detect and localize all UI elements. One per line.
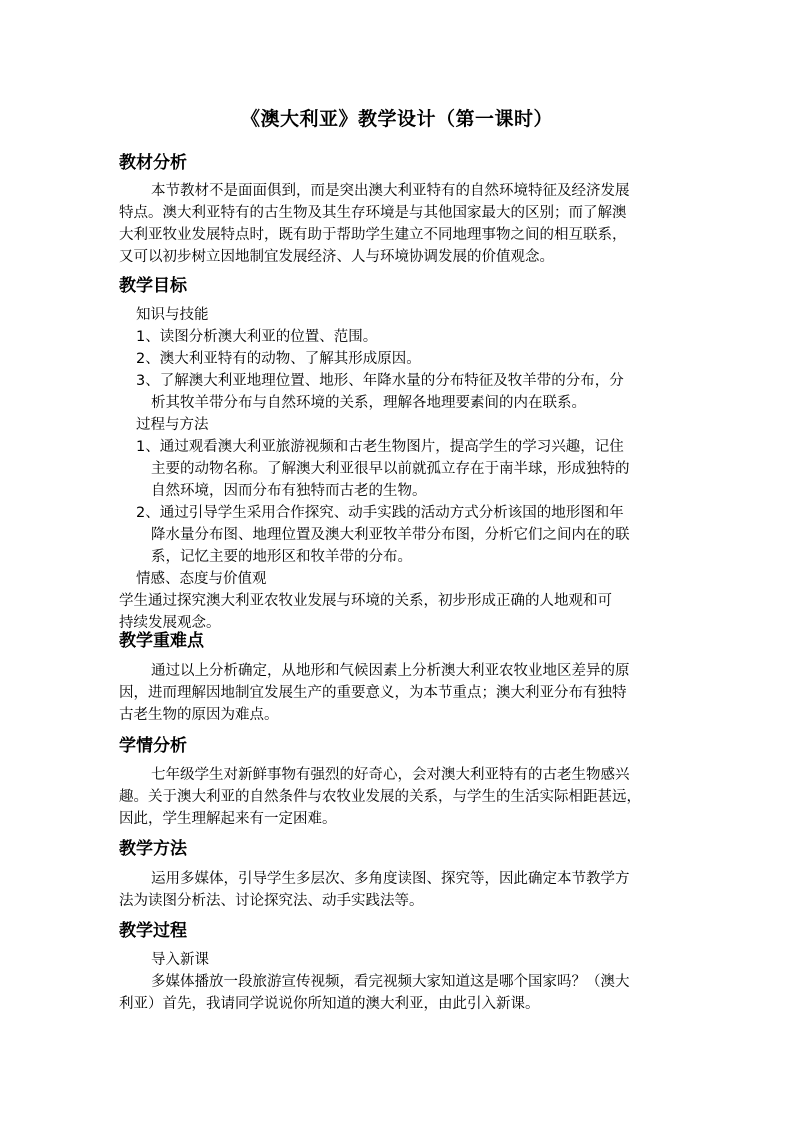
paragraph-line: 又可以初步树立因地制宜发展经济、人与环境协调发展的价值观念。 bbox=[119, 249, 554, 265]
subheading-introduce-lesson: 导入新课 bbox=[151, 952, 209, 968]
list-item: 2、通过引导学生采用合作探究、动手实践的活动方式分析该国的地形图和年 bbox=[136, 505, 624, 521]
paragraph-line: 趣。关于澳大利亚的自然条件与农牧业发展的关系，与学生的生活实际相距甚远， bbox=[119, 789, 641, 805]
heading-learner-analysis: 学情分析 bbox=[119, 736, 187, 756]
list-item-continued: 系，记忆主要的地形区和牧羊带的分布。 bbox=[151, 549, 412, 565]
subheading-attitudes-values: 情感、态度与价值观 bbox=[136, 571, 267, 587]
document-title: 《澳大利亚》教学设计（第一课时） bbox=[240, 108, 553, 130]
paragraph-line: 因，进而理解因地制宜发展生产的重要意义，为本节重点；澳大利亚分布有独特 bbox=[119, 685, 627, 701]
paragraph-line: 因此，学生理解起来有一定困难。 bbox=[119, 811, 337, 827]
paragraph-line: 本节教材不是面面俱到，而是突出澳大利亚特有的自然环境特征及经济发展 bbox=[151, 183, 630, 199]
paragraph-line: 法为读图分析法、讨论探究法、动手实践法等。 bbox=[119, 893, 424, 909]
list-item: 1、通过观看澳大利亚旅游视频和古老生物图片，提高学生的学习兴趣，记住 bbox=[136, 439, 624, 455]
heading-teaching-methods: 教学方法 bbox=[119, 839, 187, 859]
paragraph-line: 大利亚牧业发展特点时，既有助于帮助学生建立不同地理事物之间的相互联系， bbox=[119, 227, 627, 243]
heading-textbook-analysis: 教材分析 bbox=[119, 153, 187, 173]
paragraph-line: 利亚）首先，我请同学说说你所知道的澳大利亚，由此引入新课。 bbox=[119, 996, 540, 1012]
heading-key-difficult-points: 教学重难点 bbox=[119, 631, 204, 651]
paragraph-line: 持续发展观念。 bbox=[119, 615, 221, 631]
subheading-process-methods: 过程与方法 bbox=[136, 417, 209, 433]
list-item-continued: 降水量分布图、地理位置及澳大利亚牧羊带分布图，分析它们之间内在的联 bbox=[151, 527, 630, 543]
paragraph-line: 古老生物的原因为难点。 bbox=[119, 707, 279, 723]
paragraph-line: 运用多媒体，引导学生多层次、多角度读图、探究等，因此确定本节教学方 bbox=[151, 871, 630, 887]
list-item: 3、了解澳大利亚地理位置、地形、年降水量的分布特征及牧羊带的分布，分 bbox=[136, 373, 624, 389]
paragraph-line: 多媒体播放一段旅游宣传视频，看完视频大家知道这是哪个国家吗？（澳大 bbox=[151, 974, 630, 990]
list-item-continued: 自然环境，因而分布有独特而古老的生物。 bbox=[151, 483, 427, 499]
list-item-continued: 主要的动物名称。了解澳大利亚很早以前就孤立存在于南半球，形成独特的 bbox=[151, 461, 630, 477]
list-item-continued: 析其牧羊带分布与自然环境的关系，理解各地理要素间的内在联系。 bbox=[151, 395, 586, 411]
list-item: 2、澳大利亚特有的动物、了解其形成原因。 bbox=[136, 351, 421, 367]
paragraph-line: 通过以上分析确定，从地形和气候因素上分析澳大利亚农牧业地区差异的原 bbox=[151, 663, 630, 679]
list-item: 1、读图分析澳大利亚的位置、范围。 bbox=[136, 329, 378, 345]
paragraph-line: 七年级学生对新鲜事物有强烈的好奇心，会对澳大利亚特有的古老生物感兴 bbox=[151, 767, 630, 783]
paragraph-line: 特点。澳大利亚特有的古生物及其生存环境是与其他国家最大的区别；而了解澳 bbox=[119, 205, 627, 221]
paragraph-line: 学生通过探究澳大利亚农牧业发展与环境的关系，初步形成正确的人地观和可 bbox=[119, 593, 612, 609]
heading-teaching-process: 教学过程 bbox=[119, 921, 187, 941]
subheading-knowledge-skills: 知识与技能 bbox=[136, 307, 209, 323]
heading-teaching-objectives: 教学目标 bbox=[119, 276, 187, 296]
